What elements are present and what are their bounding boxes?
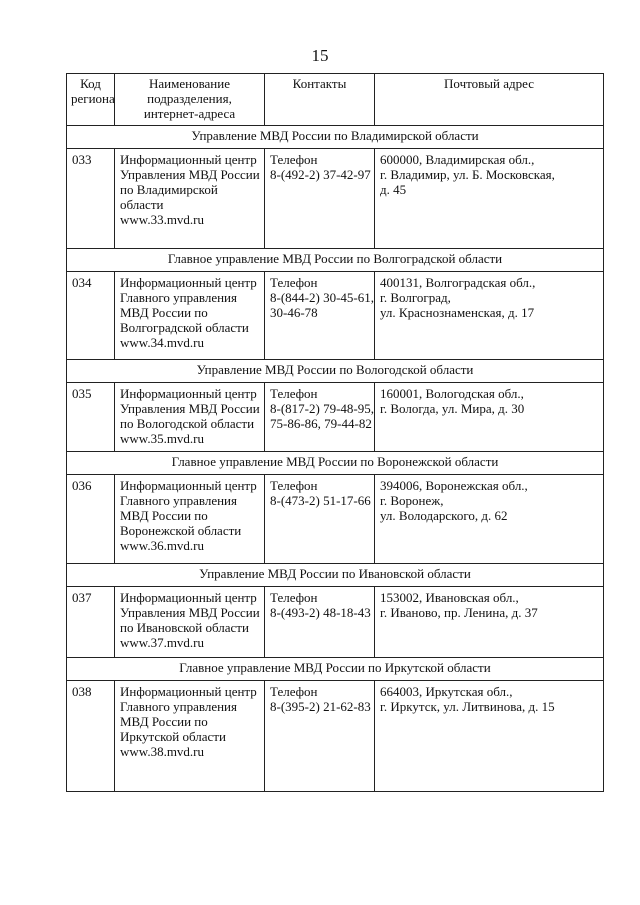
address-line: г. Иркутск, ул. Литвинова, д. 15 (380, 699, 555, 714)
address-line: 400131, Волгоградская обл., (380, 275, 536, 290)
phone-number: 8-(844-2) 30-45-61, (270, 290, 374, 305)
regions-table (66, 73, 604, 792)
header-name-line: подразделения, (147, 91, 232, 106)
postal-address (375, 149, 604, 249)
address-line: ул. Краснознаменская, д. 17 (380, 305, 535, 320)
contacts-cell (265, 681, 375, 792)
unit-name (115, 149, 265, 249)
header-code-line: Код (80, 76, 101, 91)
header-contacts (265, 74, 375, 126)
address-line: г. Воронеж, (380, 493, 444, 508)
unit-name-line: Иркутской области (120, 729, 226, 744)
phone-label: Телефон (270, 275, 318, 290)
page-number: 15 (311, 46, 329, 65)
unit-name-line: Информационный центр (120, 590, 257, 605)
section-header-row (67, 452, 604, 475)
section-title: Главное управление МВД России по Волгоградской области (67, 249, 604, 272)
phone-number: 8-(473-2) 51-17-66 (270, 493, 371, 508)
section-header-row (67, 249, 604, 272)
table-row (67, 681, 604, 792)
unit-name-line: Управления МВД России (120, 401, 260, 416)
postal-address (375, 383, 604, 452)
section-title: Управление МВД России по Владимирской области (67, 126, 604, 149)
unit-name-line: МВД России по (120, 714, 208, 729)
phone-label: Телефон (270, 590, 318, 605)
unit-name (115, 272, 265, 360)
section-title: Главное управление МВД России по Иркутской области (67, 658, 604, 681)
address-line: ул. Володарского, д. 62 (380, 508, 508, 523)
address-line: г. Иваново, пр. Ленина, д. 37 (380, 605, 538, 620)
header-contacts-line: Контакты (292, 76, 347, 91)
unit-name-line: МВД России по (120, 305, 208, 320)
region-code: 035 (67, 383, 115, 452)
unit-name-line: Главного управления (120, 493, 237, 508)
section-header-row (67, 360, 604, 383)
section-header-row (67, 564, 604, 587)
contacts-cell (265, 587, 375, 658)
unit-name-line: Управления МВД России (120, 605, 260, 620)
phone-number: 30-46-78 (270, 305, 318, 320)
header-name-line: интернет-адреса (143, 106, 236, 121)
unit-name (115, 587, 265, 658)
unit-name (115, 681, 265, 792)
unit-name-line: по Владимирской (120, 182, 218, 197)
section-title: Главное управление МВД России по Воронежской области (67, 452, 604, 475)
unit-name-line: Информационный центр (120, 152, 257, 167)
unit-name-line: Волгоградской области (120, 320, 249, 335)
unit-name-line: Главного управления (120, 290, 237, 305)
unit-name-line: Информационный центр (120, 275, 257, 290)
address-line: г. Владимир, ул. Б. Московская, (380, 167, 555, 182)
contacts-cell (265, 475, 375, 564)
contacts-cell (265, 272, 375, 360)
phone-number: 8-(395-2) 21-62-83 (270, 699, 371, 714)
unit-website: www.34.mvd.ru (120, 335, 205, 350)
unit-name-line: по Вологодской области (120, 416, 255, 431)
postal-address (375, 475, 604, 564)
section-header-row (67, 658, 604, 681)
address-line: 664003, Иркутская обл., (380, 684, 513, 699)
header-code-line: региона (71, 91, 115, 106)
address-line: д. 45 (380, 182, 407, 197)
table-row (67, 475, 604, 564)
header-name (115, 74, 265, 126)
unit-name-line: области (120, 197, 164, 212)
phone-number: 75-86-86, 79-44-82 (270, 416, 372, 431)
phone-label: Телефон (270, 386, 318, 401)
postal-address (375, 272, 604, 360)
unit-website: www.35.mvd.ru (120, 431, 205, 446)
postal-address (375, 681, 604, 792)
contacts-cell (265, 149, 375, 249)
header-name-line: Наименование (149, 76, 230, 91)
section-title: Управление МВД России по Ивановской области (67, 564, 604, 587)
unit-website: www.36.mvd.ru (120, 538, 205, 553)
phone-label: Телефон (270, 684, 318, 699)
table-row (67, 149, 604, 249)
table-row (67, 587, 604, 658)
phone-number: 8-(492-2) 37-42-97 (270, 167, 371, 182)
table-row (67, 383, 604, 452)
region-code: 034 (67, 272, 115, 360)
address-line: 394006, Воронежская обл., (380, 478, 528, 493)
unit-name-line: Информационный центр (120, 386, 257, 401)
table-header-row (67, 74, 604, 126)
address-line: 160001, Вологодская обл., (380, 386, 524, 401)
header-address-line: Почтовый адрес (444, 76, 534, 91)
phone-number: 8-(493-2) 48-18-43 (270, 605, 371, 620)
postal-address (375, 587, 604, 658)
phone-label: Телефон (270, 152, 318, 167)
section-title: Управление МВД России по Вологодской области (67, 360, 604, 383)
unit-name-line: по Ивановской области (120, 620, 249, 635)
unit-website: www.38.mvd.ru (120, 744, 205, 759)
unit-website: www.37.mvd.ru (120, 635, 205, 650)
phone-label: Телефон (270, 478, 318, 493)
unit-name-line: Главного управления (120, 699, 237, 714)
unit-name-line: Управления МВД России (120, 167, 260, 182)
contacts-cell (265, 383, 375, 452)
header-code (67, 74, 115, 126)
phone-number: 8-(817-2) 79-48-95, (270, 401, 374, 416)
unit-website: www.33.mvd.ru (120, 212, 205, 227)
address-line: г. Волгоград, (380, 290, 451, 305)
section-header-row (67, 126, 604, 149)
address-line: 153002, Ивановская обл., (380, 590, 519, 605)
unit-name-line: Информационный центр (120, 478, 257, 493)
table-row (67, 272, 604, 360)
region-code: 037 (67, 587, 115, 658)
header-address (375, 74, 604, 126)
region-code: 038 (67, 681, 115, 792)
region-code: 036 (67, 475, 115, 564)
address-line: 600000, Владимирская обл., (380, 152, 535, 167)
unit-name-line: Информационный центр (120, 684, 257, 699)
unit-name-line: МВД России по (120, 508, 208, 523)
unit-name-line: Воронежской области (120, 523, 242, 538)
region-code: 033 (67, 149, 115, 249)
unit-name (115, 383, 265, 452)
address-line: г. Вологда, ул. Мира, д. 30 (380, 401, 525, 416)
unit-name (115, 475, 265, 564)
